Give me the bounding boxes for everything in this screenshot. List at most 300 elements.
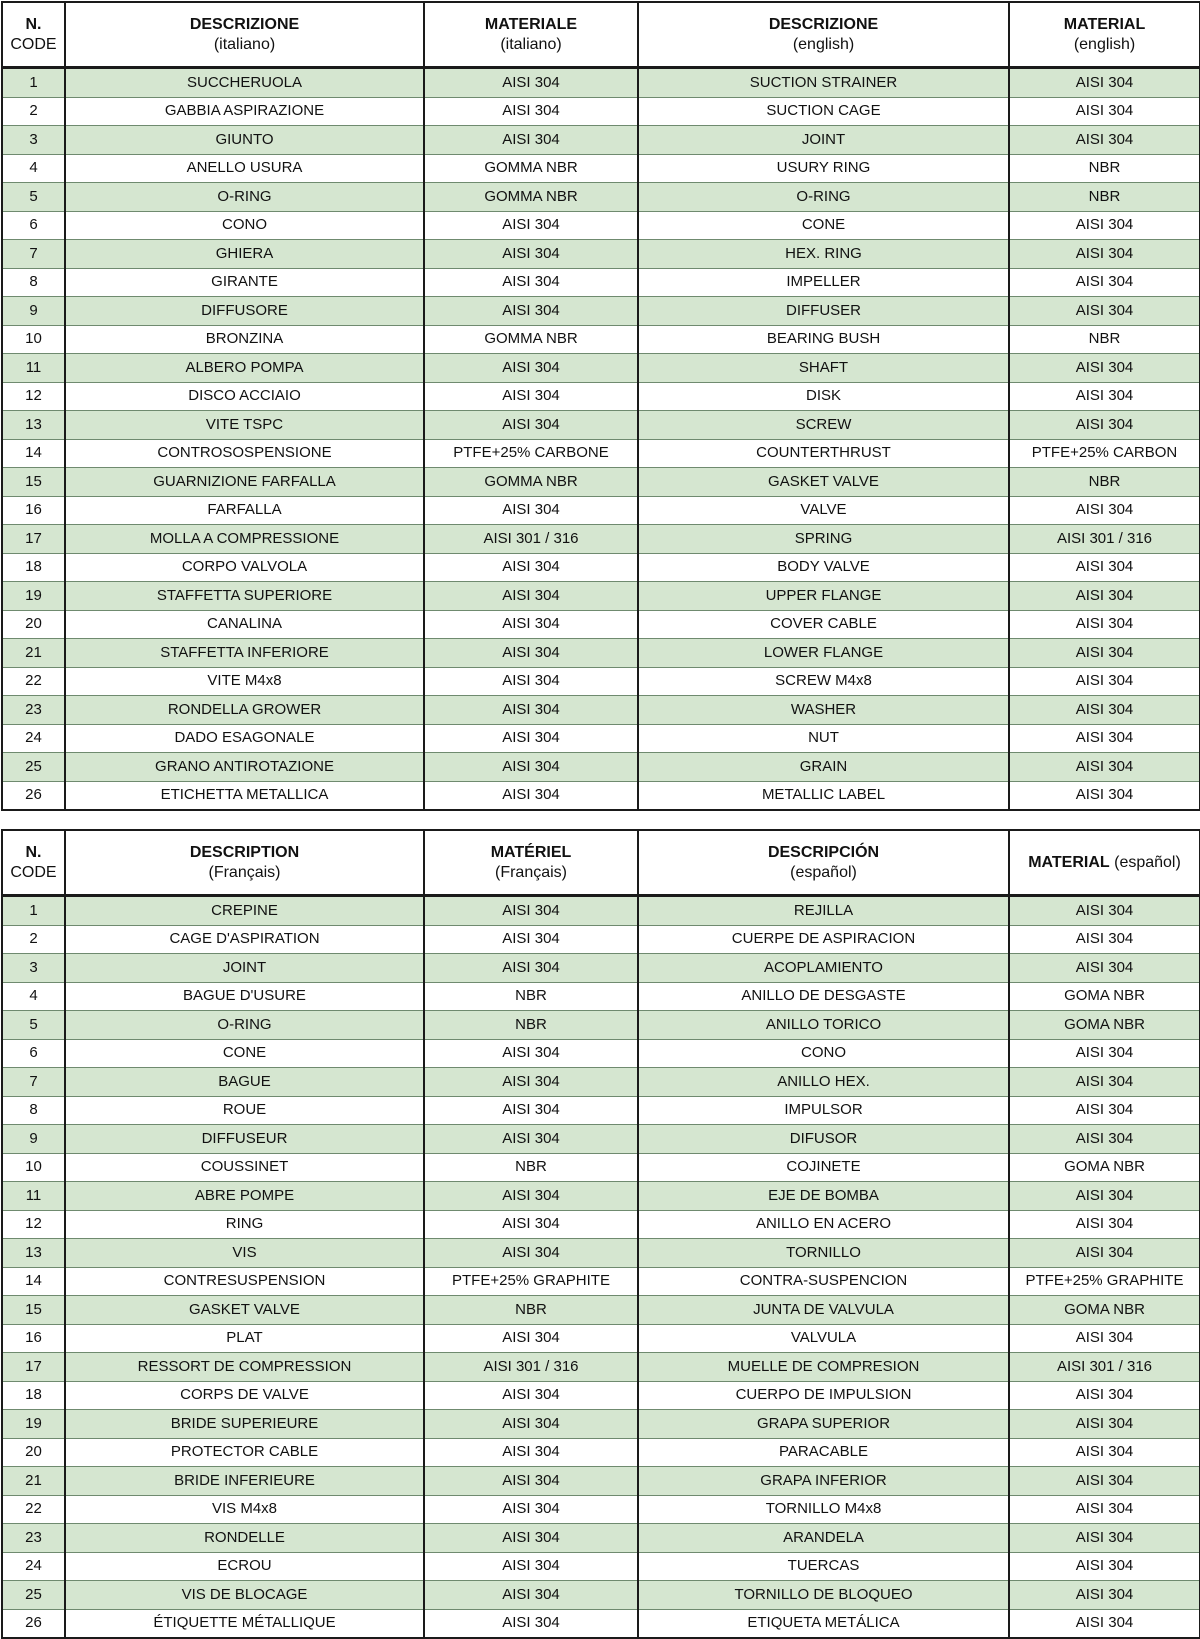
cell-description: TORNILLO M4x8 — [638, 1495, 1009, 1524]
cell-description: COVER CABLE — [638, 610, 1009, 639]
cell-material: AISI 304 — [1009, 126, 1200, 155]
cell-material: AISI 304 — [424, 1068, 638, 1097]
cell-code: 17 — [2, 1353, 65, 1382]
cell-code: 5 — [2, 183, 65, 212]
cell-description: SCREW M4x8 — [638, 667, 1009, 696]
table-row — [2, 1581, 1200, 1610]
cell-description: CONE — [638, 211, 1009, 240]
cell-description: METALLIC LABEL — [638, 781, 1009, 810]
cell-code: 16 — [2, 496, 65, 525]
table-row — [2, 954, 1200, 983]
cell-description: COUNTERTHRUST — [638, 439, 1009, 468]
cell-material: AISI 304 — [424, 1609, 638, 1638]
cell-description: UPPER FLANGE — [638, 582, 1009, 611]
cell-material: NBR — [424, 1011, 638, 1040]
cell-material: AISI 304 — [424, 496, 638, 525]
cell-description: GRAPA INFERIOR — [638, 1467, 1009, 1496]
cell-material: AISI 304 — [424, 68, 638, 98]
header-code — [2, 830, 65, 896]
cell-material: AISI 304 — [1009, 1438, 1200, 1467]
table-row — [2, 525, 1200, 554]
table-row — [2, 268, 1200, 297]
header-code-sub: CODE — [10, 863, 57, 881]
cell-description: RONDELLA GROWER — [65, 696, 424, 725]
cell-description: SUCTION CAGE — [638, 97, 1009, 126]
cell-code: 23 — [2, 1524, 65, 1553]
cell-description: DIFFUSEUR — [65, 1125, 424, 1154]
cell-material: PTFE+25% CARBONE — [424, 439, 638, 468]
cell-material: AISI 304 — [424, 1125, 638, 1154]
cell-material: AISI 304 — [1009, 724, 1200, 753]
table-row — [2, 154, 1200, 183]
cell-description: DIFFUSER — [638, 297, 1009, 326]
cell-description: RESSORT DE COMPRESSION — [65, 1353, 424, 1382]
cell-description: DISCO ACCIAIO — [65, 382, 424, 411]
table-row — [2, 696, 1200, 725]
cell-description: DADO ESAGONALE — [65, 724, 424, 753]
cell-description: SUCCHERUOLA — [65, 68, 424, 98]
cell-description: JOINT — [638, 126, 1009, 155]
cell-description: CONO — [638, 1039, 1009, 1068]
cell-code: 11 — [2, 1182, 65, 1211]
cell-material: AISI 304 — [424, 954, 638, 983]
header-material-english-sub: (english) — [1073, 35, 1136, 53]
table-row — [2, 1039, 1200, 1068]
table-row — [2, 97, 1200, 126]
cell-material: AISI 304 — [1009, 97, 1200, 126]
table-row — [2, 1438, 1200, 1467]
cell-code: 11 — [2, 354, 65, 383]
cell-code: 4 — [2, 154, 65, 183]
cell-description: CONTRA-SUSPENCION — [638, 1267, 1009, 1296]
table-row — [2, 982, 1200, 1011]
cell-material: AISI 304 — [1009, 781, 1200, 810]
cell-material: AISI 304 — [1009, 1125, 1200, 1154]
cell-description: IMPELLER — [638, 268, 1009, 297]
cell-description: IMPULSOR — [638, 1096, 1009, 1125]
cell-material: AISI 304 — [1009, 1381, 1200, 1410]
cell-material: AISI 304 — [424, 1210, 638, 1239]
cell-material: AISI 304 — [1009, 610, 1200, 639]
cell-material: AISI 304 — [424, 211, 638, 240]
cell-material: AISI 304 — [424, 297, 638, 326]
cell-description: MUELLE DE COMPRESION — [638, 1353, 1009, 1382]
cell-description: CONO — [65, 211, 424, 240]
cell-description: ALBERO POMPA — [65, 354, 424, 383]
cell-material: AISI 304 — [1009, 896, 1200, 926]
cell-material: AISI 304 — [1009, 1068, 1200, 1097]
cell-code: 21 — [2, 639, 65, 668]
table-row — [2, 325, 1200, 354]
cell-description: ANILLO TORICO — [638, 1011, 1009, 1040]
cell-material: AISI 304 — [424, 1410, 638, 1439]
cell-material: AISI 304 — [1009, 1239, 1200, 1268]
cell-material: PTFE+25% GRAPHITE — [1009, 1267, 1200, 1296]
cell-description: PLAT — [65, 1324, 424, 1353]
header-material-italian — [424, 2, 638, 68]
cell-material: AISI 304 — [424, 696, 638, 725]
cell-code: 4 — [2, 982, 65, 1011]
cell-description: ANILLO HEX. — [638, 1068, 1009, 1097]
cell-description: GASKET VALVE — [638, 468, 1009, 497]
cell-code: 8 — [2, 268, 65, 297]
cell-description: ETICHETTA METALLICA — [65, 781, 424, 810]
cell-code: 3 — [2, 126, 65, 155]
cell-description: ÉTIQUETTE MÉTALLIQUE — [65, 1609, 424, 1638]
cell-material: AISI 304 — [424, 1495, 638, 1524]
header-description-english-main: DESCRIZIONE — [768, 15, 879, 33]
table-row — [2, 496, 1200, 525]
cell-code: 25 — [2, 1581, 65, 1610]
table-row — [2, 925, 1200, 954]
cell-material: AISI 304 — [424, 753, 638, 782]
cell-description: SUCTION STRAINER — [638, 68, 1009, 98]
cell-material: NBR — [424, 1153, 638, 1182]
cell-description: HEX. RING — [638, 240, 1009, 269]
cell-description: GRANO ANTIROTAZIONE — [65, 753, 424, 782]
cell-description: BAGUE D'USURE — [65, 982, 424, 1011]
cell-description: RONDELLE — [65, 1524, 424, 1553]
table-row — [2, 610, 1200, 639]
cell-code: 3 — [2, 954, 65, 983]
cell-description: PROTECTOR CABLE — [65, 1438, 424, 1467]
cell-material: AISI 304 — [424, 1039, 638, 1068]
cell-material: AISI 304 — [424, 1381, 638, 1410]
cell-description: ETIQUETA METÁLICA — [638, 1609, 1009, 1638]
header-description-italian-main: DESCRIZIONE — [189, 15, 300, 33]
cell-code: 24 — [2, 724, 65, 753]
table-row — [2, 667, 1200, 696]
cell-material: AISI 304 — [424, 268, 638, 297]
table-row — [2, 1552, 1200, 1581]
table-row — [2, 1495, 1200, 1524]
cell-description: CREPINE — [65, 896, 424, 926]
cell-material: AISI 304 — [1009, 1581, 1200, 1610]
cell-material: AISI 304 — [1009, 1495, 1200, 1524]
cell-code: 25 — [2, 753, 65, 782]
cell-description: ANELLO USURA — [65, 154, 424, 183]
header-material-italian-main: MATERIALE — [484, 15, 578, 33]
cell-material: GOMMA NBR — [424, 468, 638, 497]
header-material-spanish-sub: (español) — [1114, 853, 1181, 871]
table-row — [2, 553, 1200, 582]
cell-material: AISI 304 — [424, 97, 638, 126]
cell-description: USURY RING — [638, 154, 1009, 183]
cell-material: GOMMA NBR — [424, 325, 638, 354]
cell-description: CANALINA — [65, 610, 424, 639]
cell-description: BRIDE INFERIEURE — [65, 1467, 424, 1496]
cell-description: GRAIN — [638, 753, 1009, 782]
cell-description: GASKET VALVE — [65, 1296, 424, 1325]
cell-material: AISI 304 — [1009, 553, 1200, 582]
cell-description: JUNTA DE VALVULA — [638, 1296, 1009, 1325]
cell-description: O-RING — [65, 183, 424, 212]
cell-material: AISI 304 — [1009, 268, 1200, 297]
cell-code: 12 — [2, 1210, 65, 1239]
cell-description: RING — [65, 1210, 424, 1239]
cell-description: ARANDELA — [638, 1524, 1009, 1553]
table-row — [2, 68, 1200, 98]
cell-code: 12 — [2, 382, 65, 411]
cell-material: AISI 304 — [424, 1324, 638, 1353]
cell-description: MOLLA A COMPRESSIONE — [65, 525, 424, 554]
cell-material: AISI 304 — [1009, 753, 1200, 782]
cell-code: 14 — [2, 1267, 65, 1296]
cell-material: AISI 301 / 316 — [424, 525, 638, 554]
cell-material: AISI 304 — [424, 925, 638, 954]
cell-description: DIFUSOR — [638, 1125, 1009, 1154]
header-description-italian-sub: (italiano) — [213, 35, 276, 53]
header-material-spanish-main: MATERIAL — [1028, 853, 1110, 871]
cell-description: CAGE D'ASPIRATION — [65, 925, 424, 954]
table-header-row — [2, 2, 1200, 68]
cell-description: GIRANTE — [65, 268, 424, 297]
cell-description: VALVULA — [638, 1324, 1009, 1353]
cell-material: GOMMA NBR — [424, 183, 638, 212]
cell-material: AISI 304 — [424, 411, 638, 440]
header-description-french — [65, 830, 424, 896]
table-row — [2, 240, 1200, 269]
cell-code: 9 — [2, 297, 65, 326]
table-row — [2, 1210, 1200, 1239]
cell-description: ANILLO DE DESGASTE — [638, 982, 1009, 1011]
cell-code: 26 — [2, 781, 65, 810]
cell-code: 10 — [2, 1153, 65, 1182]
cell-material: AISI 304 — [1009, 1410, 1200, 1439]
cell-material: AISI 304 — [1009, 68, 1200, 98]
cell-code: 1 — [2, 68, 65, 98]
table-row — [2, 1524, 1200, 1553]
cell-material: PTFE+25% CARBON — [1009, 439, 1200, 468]
cell-description: ABRE POMPE — [65, 1182, 424, 1211]
cell-code: 2 — [2, 97, 65, 126]
cell-material: NBR — [424, 1296, 638, 1325]
cell-description: VIS — [65, 1239, 424, 1268]
cell-description: CUERPO DE IMPULSION — [638, 1381, 1009, 1410]
cell-material: AISI 304 — [424, 1096, 638, 1125]
header-description-spanish-sub: (español) — [790, 863, 857, 881]
table-row — [2, 1296, 1200, 1325]
cell-description: COUSSINET — [65, 1153, 424, 1182]
cell-code: 7 — [2, 240, 65, 269]
cell-description: REJILLA — [638, 896, 1009, 926]
header-description-french-main: DESCRIPTION — [189, 843, 300, 861]
table-row — [2, 1011, 1200, 1040]
cell-code: 10 — [2, 325, 65, 354]
cell-code: 17 — [2, 525, 65, 554]
parts-table-french-spanish — [1, 829, 1200, 1639]
table-row — [2, 297, 1200, 326]
cell-description: ROUE — [65, 1096, 424, 1125]
cell-material: AISI 304 — [424, 667, 638, 696]
header-material-spanish — [1009, 830, 1200, 896]
cell-material: AISI 304 — [424, 382, 638, 411]
cell-description: GIUNTO — [65, 126, 424, 155]
table-row — [2, 724, 1200, 753]
cell-material: AISI 304 — [424, 1524, 638, 1553]
table-row — [2, 582, 1200, 611]
cell-description: JOINT — [65, 954, 424, 983]
cell-material: AISI 304 — [1009, 1609, 1200, 1638]
cell-code: 7 — [2, 1068, 65, 1097]
cell-material: AISI 304 — [1009, 354, 1200, 383]
cell-material: AISI 304 — [1009, 240, 1200, 269]
table-row — [2, 1609, 1200, 1638]
cell-code: 15 — [2, 1296, 65, 1325]
cell-material: AISI 304 — [1009, 1096, 1200, 1125]
cell-description: GRAPA SUPERIOR — [638, 1410, 1009, 1439]
header-description-english-sub: (english) — [792, 35, 855, 53]
cell-description: BAGUE — [65, 1068, 424, 1097]
cell-material: AISI 304 — [1009, 639, 1200, 668]
table-row — [2, 468, 1200, 497]
header-material-italian-sub: (italiano) — [500, 35, 562, 53]
cell-code: 16 — [2, 1324, 65, 1353]
cell-code: 18 — [2, 553, 65, 582]
table-row — [2, 1410, 1200, 1439]
cell-description: GHIERA — [65, 240, 424, 269]
header-description-english — [638, 2, 1009, 68]
cell-material: AISI 304 — [1009, 297, 1200, 326]
cell-description: TORNILLO — [638, 1239, 1009, 1268]
cell-code: 8 — [2, 1096, 65, 1125]
header-material-french-main: MATÉRIEL — [490, 843, 572, 861]
cell-description: CONE — [65, 1039, 424, 1068]
cell-description: DIFFUSORE — [65, 297, 424, 326]
cell-code: 13 — [2, 1239, 65, 1268]
cell-material: AISI 304 — [424, 553, 638, 582]
cell-material: AISI 304 — [1009, 1324, 1200, 1353]
table-row — [2, 1381, 1200, 1410]
cell-description: O-RING — [65, 1011, 424, 1040]
cell-material: AISI 304 — [424, 896, 638, 926]
cell-material: AISI 304 — [1009, 211, 1200, 240]
cell-description: CORPS DE VALVE — [65, 1381, 424, 1410]
header-description-spanish-main: DESCRIPCIÓN — [767, 843, 880, 861]
table-row — [2, 1267, 1200, 1296]
cell-description: TUERCAS — [638, 1552, 1009, 1581]
cell-description: STAFFETTA INFERIORE — [65, 639, 424, 668]
table-row — [2, 1125, 1200, 1154]
cell-material: AISI 304 — [424, 1438, 638, 1467]
cell-description: LOWER FLANGE — [638, 639, 1009, 668]
cell-material: AISI 304 — [1009, 1552, 1200, 1581]
cell-description: DISK — [638, 382, 1009, 411]
cell-description: WASHER — [638, 696, 1009, 725]
table-row — [2, 639, 1200, 668]
cell-code: 5 — [2, 1011, 65, 1040]
cell-code: 1 — [2, 896, 65, 926]
cell-material: AISI 304 — [424, 240, 638, 269]
cell-material: AISI 304 — [424, 1581, 638, 1610]
cell-material: AISI 304 — [1009, 1210, 1200, 1239]
cell-code: 22 — [2, 1495, 65, 1524]
table-row — [2, 753, 1200, 782]
cell-material: GOMA NBR — [1009, 1296, 1200, 1325]
cell-description: VITE M4x8 — [65, 667, 424, 696]
cell-description: VIS DE BLOCAGE — [65, 1581, 424, 1610]
cell-description: SCREW — [638, 411, 1009, 440]
cell-description: PARACABLE — [638, 1438, 1009, 1467]
cell-material: AISI 301 / 316 — [1009, 1353, 1200, 1382]
parts-table-italian-english — [1, 1, 1200, 811]
cell-code: 19 — [2, 582, 65, 611]
cell-material: NBR — [1009, 183, 1200, 212]
table-row — [2, 1353, 1200, 1382]
cell-material: AISI 304 — [1009, 696, 1200, 725]
cell-material: AISI 304 — [1009, 496, 1200, 525]
cell-description: O-RING — [638, 183, 1009, 212]
table-row — [2, 126, 1200, 155]
cell-code: 21 — [2, 1467, 65, 1496]
cell-code: 20 — [2, 610, 65, 639]
table-row — [2, 183, 1200, 212]
header-material-french — [424, 830, 638, 896]
cell-material: AISI 304 — [424, 1467, 638, 1496]
table-row — [2, 1068, 1200, 1097]
cell-code: 15 — [2, 468, 65, 497]
cell-material: NBR — [1009, 154, 1200, 183]
cell-material: AISI 304 — [424, 582, 638, 611]
table-row — [2, 1153, 1200, 1182]
table-header-row — [2, 830, 1200, 896]
cell-code: 26 — [2, 1609, 65, 1638]
table-row — [2, 1182, 1200, 1211]
cell-material: AISI 304 — [1009, 925, 1200, 954]
cell-description: EJE DE BOMBA — [638, 1182, 1009, 1211]
cell-code: 13 — [2, 411, 65, 440]
cell-material: AISI 304 — [424, 1182, 638, 1211]
cell-material: AISI 304 — [1009, 582, 1200, 611]
table-row — [2, 1239, 1200, 1268]
cell-code: 20 — [2, 1438, 65, 1467]
cell-description: ECROU — [65, 1552, 424, 1581]
cell-material: AISI 304 — [1009, 1524, 1200, 1553]
cell-material: AISI 304 — [1009, 411, 1200, 440]
header-material-french-sub: (Français) — [494, 863, 567, 881]
cell-description: VITE TSPC — [65, 411, 424, 440]
cell-material: NBR — [1009, 468, 1200, 497]
cell-description: BRIDE SUPERIEURE — [65, 1410, 424, 1439]
header-description-spanish — [638, 830, 1009, 896]
table-row — [2, 1324, 1200, 1353]
cell-material: NBR — [1009, 325, 1200, 354]
cell-description: CUERPE DE ASPIRACION — [638, 925, 1009, 954]
cell-code: 19 — [2, 1410, 65, 1439]
cell-material: AISI 304 — [424, 724, 638, 753]
cell-description: COJINETE — [638, 1153, 1009, 1182]
table-row — [2, 1096, 1200, 1125]
table-row — [2, 439, 1200, 468]
cell-description: CONTRESUSPENSION — [65, 1267, 424, 1296]
cell-material: AISI 304 — [1009, 1039, 1200, 1068]
cell-description: SHAFT — [638, 354, 1009, 383]
cell-material: AISI 304 — [424, 1239, 638, 1268]
cell-description: BODY VALVE — [638, 553, 1009, 582]
cell-description: BRONZINA — [65, 325, 424, 354]
cell-description: CORPO VALVOLA — [65, 553, 424, 582]
cell-code: 22 — [2, 667, 65, 696]
cell-material: PTFE+25% GRAPHITE — [424, 1267, 638, 1296]
header-description-italian — [65, 2, 424, 68]
cell-material: AISI 304 — [424, 610, 638, 639]
table-row — [2, 411, 1200, 440]
header-material-english — [1009, 2, 1200, 68]
cell-code: 18 — [2, 1381, 65, 1410]
cell-description: GABBIA ASPIRAZIONE — [65, 97, 424, 126]
cell-description: BEARING BUSH — [638, 325, 1009, 354]
cell-description: FARFALLA — [65, 496, 424, 525]
